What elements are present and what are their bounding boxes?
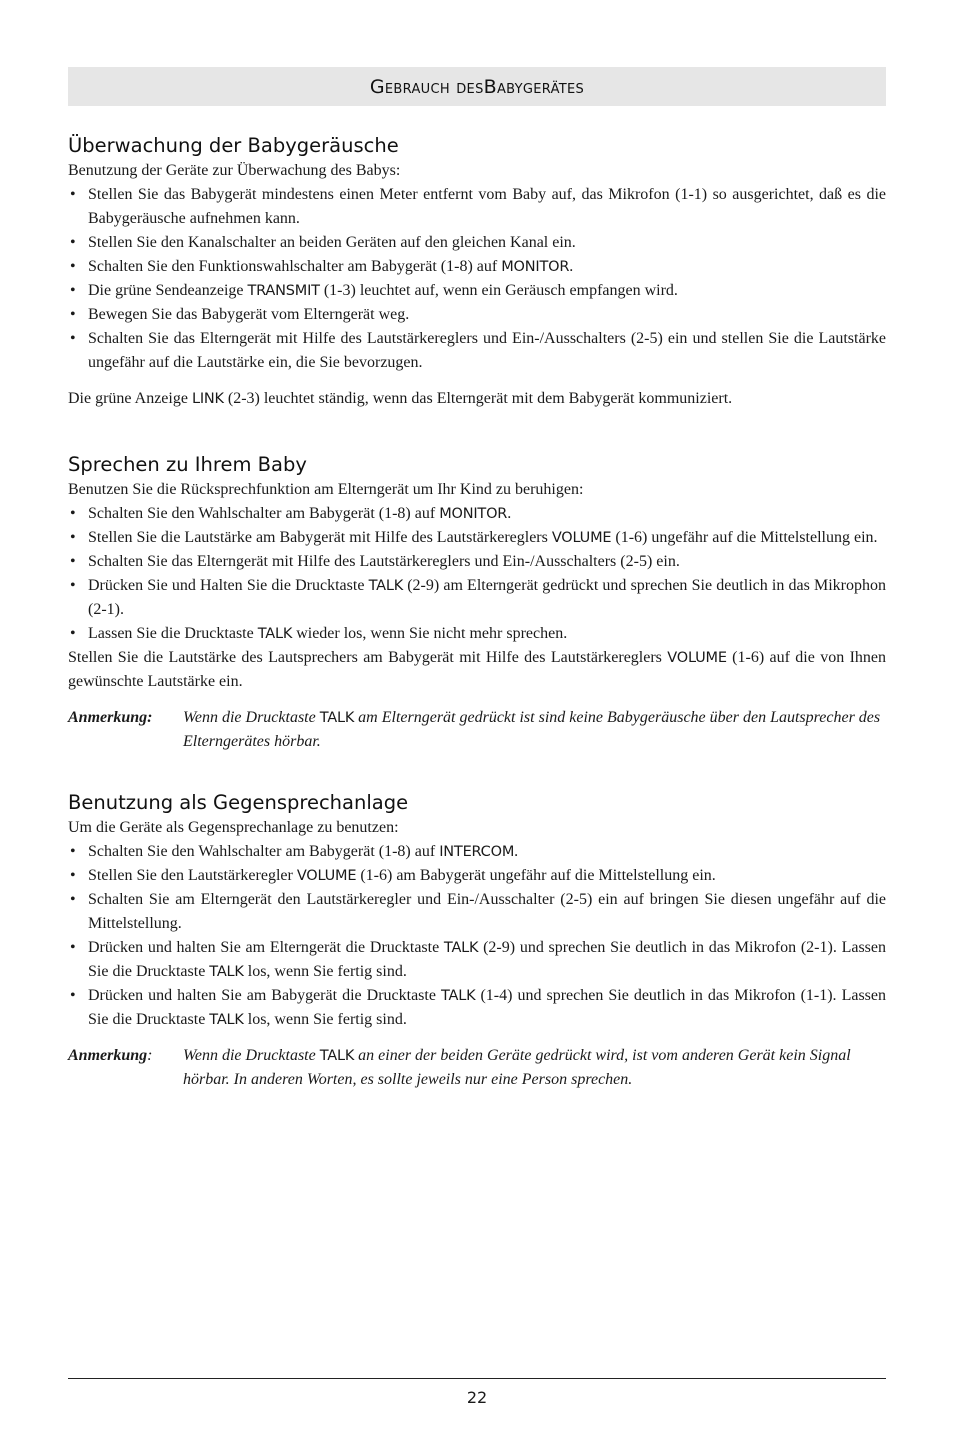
title-part-1: ebrauch des: [384, 75, 484, 98]
note: [68, 1044, 886, 1092]
page: [68, 67, 886, 1092]
section-intro: Benutzung der Geräte zur Überwachung des Babys:: [68, 162, 401, 179]
list-item: • Stellen Sie die Lautstärke am Babygerät mit Hilfe des Lautstärkereglers VOLUME (1-6) ungefähr auf die Mittelstellung ein.: [68, 526, 886, 550]
title-initial-b: B: [483, 75, 497, 98]
section-intro: Benutzen Sie die Rücksprechfunktion am Elterngerät um Ihr Kind zu beruhigen:: [68, 481, 584, 498]
keyword: TALK: [319, 1048, 355, 1064]
page-title: [68, 67, 886, 106]
section-paragraph: Stellen Sie die Lautstärke des Lautsprechers am Babygerät mit Hilfe des Lautstärkereglers VOLUME (1-6) auf die von Ihnen gewünschte Lautstärke ein.: [68, 649, 887, 690]
keyword: LINK: [191, 391, 224, 407]
note-text: Wenn die Drucktaste TALK am Elterngerät gedrückt ist sind keine Babygeräusche über den Lautsprecher des Elterngerätes hörbar.: [183, 709, 881, 750]
list-item: • Die grüne Sendeanzeige TRANSMIT (1-3) leuchtet auf, wenn ein Geräusch empfangen wird.: [68, 279, 886, 303]
list-item: • Schalten Sie den Wahlschalter am Babygerät (1-8) auf INTERCOM.: [68, 840, 886, 864]
note-text: Wenn die Drucktaste TALK an einer der beiden Geräte gedrückt wird, ist vom anderen Gerät kein Signal hörbar. In anderen Worten, es sollte jeweils nur eine Person sprechen.: [183, 1047, 851, 1088]
list-item: • Stellen Sie den Kanalschalter an beiden Geräten auf den gleichen Kanal ein.: [68, 231, 886, 255]
section-paragraph: Die grüne Anzeige LINK (2-3) leuchtet ständig, wenn das Elterngerät mit dem Babygerät kommuniziert.: [68, 390, 733, 407]
keyword: TALK: [443, 940, 479, 956]
list-item: • Lassen Sie die Drucktaste TALK wieder los, wenn Sie nicht mehr sprechen.: [68, 622, 886, 646]
note-label: Anmerkung:: [68, 709, 153, 726]
list-item: • Drücken und halten Sie am Babygerät die Drucktaste TALK (1-4) und sprechen Sie deutlich in das Mikrofon (1-1). Lassen Sie die Drucktaste TALK los, wenn Sie fertig sind.: [68, 984, 886, 1032]
section-monitoring: [68, 133, 886, 411]
note: [68, 706, 886, 754]
keyword: MONITOR: [439, 506, 508, 522]
list-item: • Drücken und halten Sie am Elterngerät die Drucktaste TALK (2-9) und sprechen Sie deutlich in das Mikrofon (2-1). Lassen Sie die Drucktaste TALK los, wenn Sie fertig sind.: [68, 936, 886, 984]
keyword: MONITOR: [501, 259, 570, 275]
keyword: TALK: [209, 1012, 244, 1028]
keyword: TALK: [209, 964, 244, 980]
list-item: • Schalten Sie am Elterngerät den Lautstärkeregler und Ein-/Ausschalter (2-5) ein auf bringen Sie diesen ungefähr auf die Mittelstellung.: [68, 888, 886, 936]
keyword: VOLUME: [667, 650, 727, 666]
list-item: • Schalten Sie den Wahlschalter am Babygerät (1-8) auf MONITOR.: [68, 502, 886, 526]
list-item: • Bewegen Sie das Babygerät vom Elterngerät weg.: [68, 303, 886, 327]
keyword: VOLUME: [551, 530, 612, 546]
title-part-2: abygerätes: [496, 75, 585, 98]
keyword: TALK: [257, 626, 293, 642]
section-talk-to-baby: [68, 452, 886, 754]
section-heading: Überwachung der Babygeräusche: [68, 134, 399, 157]
section-intercom: [68, 790, 886, 1092]
title-initial-g: G: [369, 75, 385, 98]
keyword: TALK: [440, 988, 476, 1004]
note-label: Anmerkung:: [68, 1047, 153, 1064]
keyword: VOLUME: [296, 868, 357, 884]
section-heading: Benutzung als Gegensprechanlage: [68, 791, 409, 814]
footer-divider: [68, 1378, 886, 1379]
keyword: TALK: [368, 578, 404, 594]
list-item: • Drücken Sie und Halten Sie die Drucktaste TALK (2-9) am Elterngerät gedrückt und sprechen Sie deutlich in das Mikrophon (2-1).: [68, 574, 886, 622]
keyword: TALK: [319, 710, 355, 726]
list-item: • Schalten Sie das Elterngerät mit Hilfe des Lautstärkereglers und Ein-/Ausschalters (2-5) ein und stellen Sie die Lautstärke ungefähr auf die Lautstärke ein, die Sie bevorzugen.: [68, 327, 886, 375]
bullet-list: [68, 183, 886, 375]
keyword: INTERCOM: [439, 844, 515, 860]
list-item: • Stellen Sie den Lautstärkeregler VOLUME (1-6) am Babygerät ungefähr auf die Mittelstellung ein.: [68, 864, 886, 888]
section-intro: Um die Geräte als Gegensprechanlage zu benutzen:: [68, 819, 399, 836]
list-item: • Schalten Sie den Funktionswahlschalter am Babygerät (1-8) auf MONITOR.: [68, 255, 886, 279]
bullet-list: [68, 840, 886, 1032]
section-heading: Sprechen zu Ihrem Baby: [68, 453, 307, 476]
keyword: TRANSMIT: [247, 283, 320, 299]
list-item: • Stellen Sie das Babygerät mindestens einen Meter entfernt vom Baby auf, das Mikrofon (1-1) so ausgerichtet, daß es die Babygeräusche aufnehmen kann.: [68, 183, 886, 231]
page-number: 22: [466, 1388, 488, 1407]
bullet-list: [68, 502, 886, 646]
list-item: • Schalten Sie das Elterngerät mit Hilfe des Lautstärkereglers und Ein-/Ausschalters (2-5) ein.: [68, 550, 886, 574]
